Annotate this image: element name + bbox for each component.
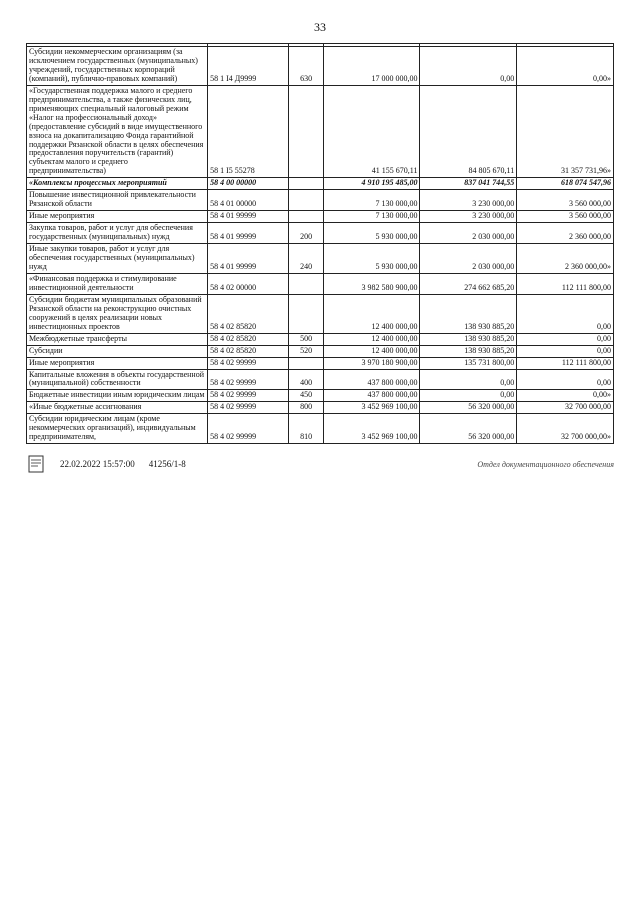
table-cell-v3: 0,00 <box>517 345 614 357</box>
table-cell-name: Субсидии <box>27 345 208 357</box>
table-cell-name: Повышение инвестиционной привлекательности Рязанской области <box>27 190 208 211</box>
table-cell-v3: 618 074 547,96 <box>517 178 614 190</box>
table-cell-v3: 0,00» <box>517 47 614 86</box>
table-cell-v3: 32 700 000,00» <box>517 414 614 444</box>
table-cell-v1: 5 930 000,00 <box>323 244 420 274</box>
table-row <box>27 414 614 444</box>
table-cell-v3: 112 111 800,00 <box>517 357 614 369</box>
table-row <box>27 390 614 402</box>
table-cell-code: 58 1 I5 55278 <box>208 85 289 178</box>
table-row <box>27 85 614 178</box>
table-row <box>27 345 614 357</box>
table-cell-v3: 0,00 <box>517 333 614 345</box>
table-cell-name: Иные закупки товаров, работ и услуг для обеспечения государственных (муниципальных) нужд <box>27 244 208 274</box>
table-cell-v2: 3 230 000,00 <box>420 211 517 223</box>
table-cell-v3: 3 560 000,00 <box>517 211 614 223</box>
table-cell-v3: 2 360 000,00» <box>517 244 614 274</box>
table-row <box>27 369 614 390</box>
table-cell-vr <box>289 85 323 178</box>
page-footer <box>26 454 614 474</box>
table-cell-v2: 138 930 885,20 <box>420 333 517 345</box>
table-row <box>27 294 614 333</box>
table-cell-v1: 437 800 000,00 <box>323 390 420 402</box>
table-cell-v2: 837 041 744,55 <box>420 178 517 190</box>
table-row <box>27 273 614 294</box>
table-cell-name: «Комплексы процессных мероприятий <box>27 178 208 190</box>
table-cell-name: Иные мероприятия <box>27 357 208 369</box>
page-number: 33 <box>314 20 326 34</box>
table-cell-v3: 31 357 731,96» <box>517 85 614 178</box>
table-cell-name: Субсидии бюджетам муниципальных образований Рязанской области на реконструкцию очистных сооружений в целях реализации новых инвестиционных проектов <box>27 294 208 333</box>
table-cell-v2: 0,00 <box>420 47 517 86</box>
table-cell-v1: 41 155 670,11 <box>323 85 420 178</box>
table-cell-v2: 2 030 000,00 <box>420 244 517 274</box>
table-cell-name: Бюджетные инвестиции иным юридическим лицам <box>27 390 208 402</box>
table-cell-code: 58 4 01 00000 <box>208 190 289 211</box>
table-cell-v1: 7 130 000,00 <box>323 211 420 223</box>
table-cell-vr <box>289 357 323 369</box>
table-cell-v2: 135 731 800,00 <box>420 357 517 369</box>
department-label: Отдел документационного обеспечения <box>477 459 614 469</box>
table-cell-vr: 240 <box>289 244 323 274</box>
table-cell-name: Межбюджетные трансферты <box>27 333 208 345</box>
table-cell-v3: 112 111 800,00 <box>517 273 614 294</box>
table-row <box>27 178 614 190</box>
table-cell-code: 58 1 I4 Д9999 <box>208 47 289 86</box>
table-cell-v3: 0,00 <box>517 369 614 390</box>
table-cell-name: «Государственная поддержка малого и среднего предпринимательства, а также физических лиц, применяющих специальный налоговый режим «Налог на профессиональный доход» (предоставление субсидий в виде имущественного взноса на докапитализацию Фонда гарантийной поддержки Рязанской области в целях обеспечения предоставления поручительств (гарантий) субъектам малого и среднего предпринимательства) <box>27 85 208 178</box>
table-cell-code: 58 4 02 85820 <box>208 294 289 333</box>
table-cell-code: 58 4 02 85820 <box>208 345 289 357</box>
table-cell-v1: 12 400 000,00 <box>323 294 420 333</box>
table-cell-v2: 56 320 000,00 <box>420 414 517 444</box>
table-cell-v2: 138 930 885,20 <box>420 345 517 357</box>
table-cell-vr <box>289 190 323 211</box>
table-cell-v1: 12 400 000,00 <box>323 345 420 357</box>
table-cell-v1: 12 400 000,00 <box>323 333 420 345</box>
table-cell-code: 58 4 02 00000 <box>208 273 289 294</box>
table-cell-v3: 0,00 <box>517 294 614 333</box>
table-cell-vr <box>289 178 323 190</box>
table-cell-v2: 3 230 000,00 <box>420 190 517 211</box>
table-cell-name: Субсидии юридическим лицам (кроме некоммерческих организаций), индивидуальным предпринимателям, <box>27 414 208 444</box>
table-cell-code: 58 4 00 00000 <box>208 178 289 190</box>
table-cell-v2: 274 662 685,20 <box>420 273 517 294</box>
table-row <box>27 211 614 223</box>
table-cell-vr: 450 <box>289 390 323 402</box>
table-cell-v1: 437 800 000,00 <box>323 369 420 390</box>
table-body <box>27 47 614 444</box>
table-cell-v1: 3 970 180 900,00 <box>323 357 420 369</box>
table-cell-v1: 3 452 969 100,00 <box>323 414 420 444</box>
table-row <box>27 223 614 244</box>
table-cell-vr: 630 <box>289 47 323 86</box>
table-cell-name: Субсидии некоммерческим организациям (за исключением государственных (муниципальных) учреждений, государственных корпораций (компаний), публично-правовых компаний) <box>27 47 208 86</box>
table-cell-vr <box>289 273 323 294</box>
table-cell-v1: 3 982 580 900,00 <box>323 273 420 294</box>
document-stamp-icon <box>26 454 46 474</box>
table-cell-name: «Финансовая поддержка и стимулирование инвестиционной деятельности <box>27 273 208 294</box>
table-cell-vr: 800 <box>289 402 323 414</box>
table-row <box>27 47 614 86</box>
table-cell-code: 58 4 02 99999 <box>208 390 289 402</box>
table-cell-name: Закупка товаров, работ и услуг для обеспечения государственных (муниципальных) нужд <box>27 223 208 244</box>
table-cell-v1: 17 000 000,00 <box>323 47 420 86</box>
table-row <box>27 190 614 211</box>
table-cell-code: 58 4 02 99999 <box>208 357 289 369</box>
table-row <box>27 244 614 274</box>
table-cell-v3: 3 560 000,00 <box>517 190 614 211</box>
table-cell-v1: 4 910 195 485,00 <box>323 178 420 190</box>
table-row <box>27 402 614 414</box>
table-cell-v2: 0,00 <box>420 369 517 390</box>
table-cell-code: 58 4 01 99999 <box>208 211 289 223</box>
table-cell-code: 58 4 02 99999 <box>208 414 289 444</box>
table-cell-code: 58 4 01 99999 <box>208 223 289 244</box>
table-cell-name: Иные мероприятия <box>27 211 208 223</box>
table-row <box>27 333 614 345</box>
table-cell-v2: 0,00 <box>420 390 517 402</box>
table-cell-vr: 810 <box>289 414 323 444</box>
table-cell-name: Капитальные вложения в объекты государственной (муниципальной) собственности <box>27 369 208 390</box>
table-cell-vr: 500 <box>289 333 323 345</box>
table-cell-vr <box>289 294 323 333</box>
footer-doc-number: 41256/1-8 <box>148 459 186 470</box>
table-cell-code: 58 4 02 85820 <box>208 333 289 345</box>
table-cell-v2: 2 030 000,00 <box>420 223 517 244</box>
table-cell-v2: 138 930 885,20 <box>420 294 517 333</box>
table-cell-v3: 32 700 000,00 <box>517 402 614 414</box>
table-cell-vr: 400 <box>289 369 323 390</box>
budget-table <box>26 43 614 444</box>
table-cell-v2: 56 320 000,00 <box>420 402 517 414</box>
table-cell-v2: 84 805 670,11 <box>420 85 517 178</box>
footer-datetime: 22.02.2022 15:57:00 <box>60 459 135 470</box>
table-cell-vr <box>289 211 323 223</box>
table-cell-v3: 2 360 000,00 <box>517 223 614 244</box>
table-cell-code: 58 4 02 99999 <box>208 402 289 414</box>
table-cell-code: 58 4 01 99999 <box>208 244 289 274</box>
table-cell-vr: 520 <box>289 345 323 357</box>
table-cell-v1: 3 452 969 100,00 <box>323 402 420 414</box>
table-cell-vr: 200 <box>289 223 323 244</box>
table-cell-v3: 0,00» <box>517 390 614 402</box>
table-row <box>27 357 614 369</box>
table-cell-v1: 7 130 000,00 <box>323 190 420 211</box>
table-cell-name: «Иные бюджетные ассигнования <box>27 402 208 414</box>
table-cell-v1: 5 930 000,00 <box>323 223 420 244</box>
table-cell-code: 58 4 02 99999 <box>208 369 289 390</box>
